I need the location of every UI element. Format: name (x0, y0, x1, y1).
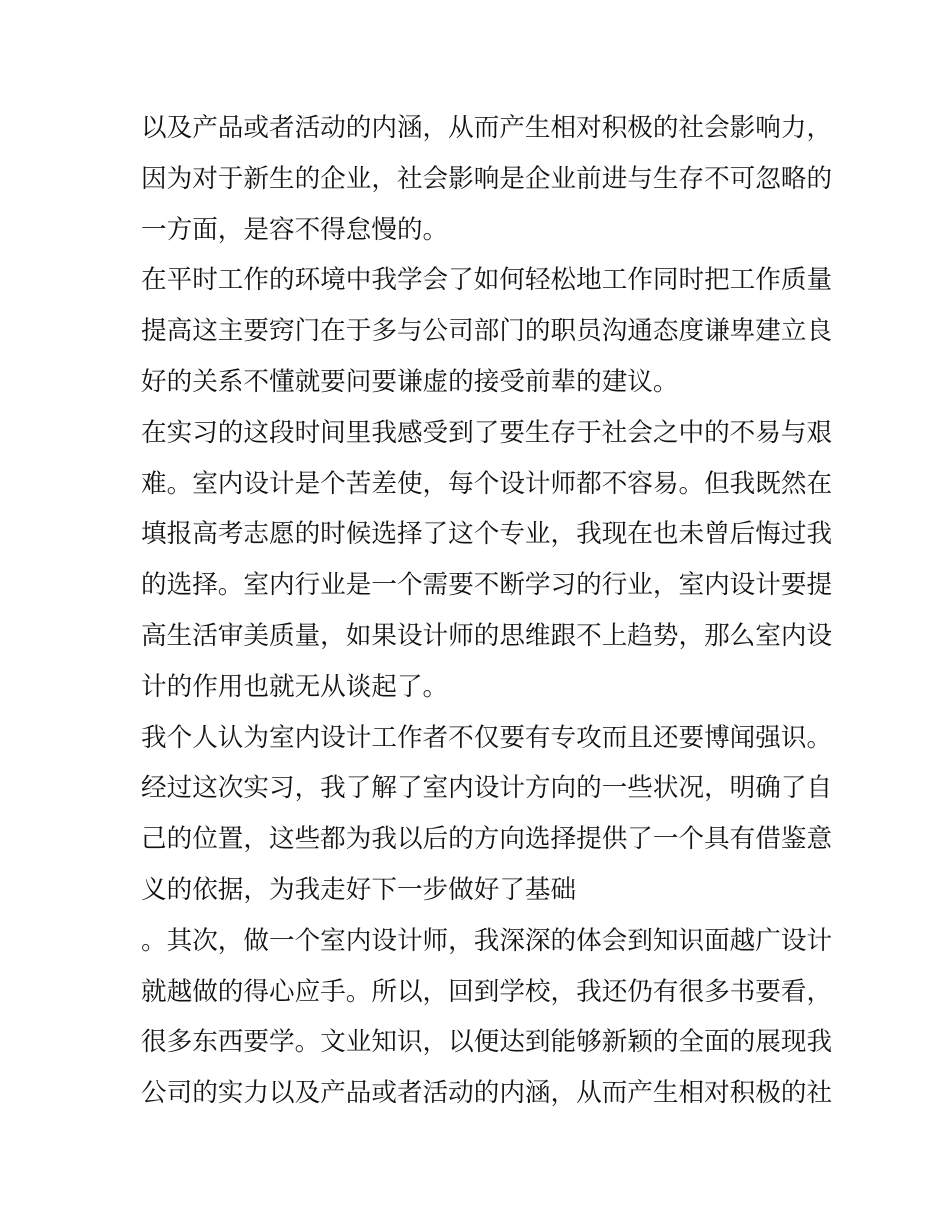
text-line: 在实习的这段时间里我感受到了要生存于社会之中的不易与艰 (141, 417, 833, 448)
text-line: 在平时工作的环境中我学会了如何轻松地工作同时把工作质量 (141, 265, 833, 296)
text-line: 就越做的得心应手。所以，回到学校，我还仍有很多书要看， (141, 976, 833, 1007)
text-line: 以及产品或者活动的内涵，从而产生相对积极的社会影响力， (141, 113, 833, 143)
text-line: 好的关系不懂就要问要谦虚的接受前辈的建议。 (141, 366, 679, 397)
text-line: 计的作用也就无从谈起了。 (141, 671, 449, 702)
text-line: 填报高考志愿的时候选择了这个专业，我现在也未曾后悔过我 (141, 519, 833, 550)
text-line: 因为对于新生的企业，社会影响是企业前进与生存不可忽略的 (141, 163, 833, 194)
document-body (141, 103, 833, 1119)
text-line: 很多东西要学。文业知识，以便达到能够新颖的全面的展现我 (141, 1027, 833, 1058)
text-line: 公司的实力以及产品或者活动的内涵，从而产生相对积极的社 (141, 1078, 833, 1109)
text-line: 义的依据，为我走好下一步做好了基础 (141, 874, 577, 905)
text-line: 经过这次实习，我了解了室内设计方向的一些状况，明确了自 (141, 773, 833, 804)
text-line: 高生活审美质量，如果设计师的思维跟不上趋势，那么室内设 (141, 620, 833, 651)
text-line: 我个人认为室内设计工作者不仅要有专攻而且还要博闻强识。 (141, 722, 833, 753)
text-line: 难。室内设计是个苦差使，每个设计师都不容易。但我既然在 (141, 468, 833, 499)
text-line: 一方面，是容不得怠慢的。 (141, 214, 449, 245)
text-line: 。其次，做一个室内设计师，我深深的体会到知识面越广设计 (141, 925, 833, 956)
text-line: 己的位置，这些都为我以后的方向选择提供了一个具有借鉴意 (141, 824, 833, 855)
text-line: 的选择。室内行业是一个需要不断学习的行业，室内设计要提 (141, 570, 833, 601)
text-line: 提高这主要窍门在于多与公司部门的职员沟通态度谦卑建立良 (141, 316, 833, 347)
